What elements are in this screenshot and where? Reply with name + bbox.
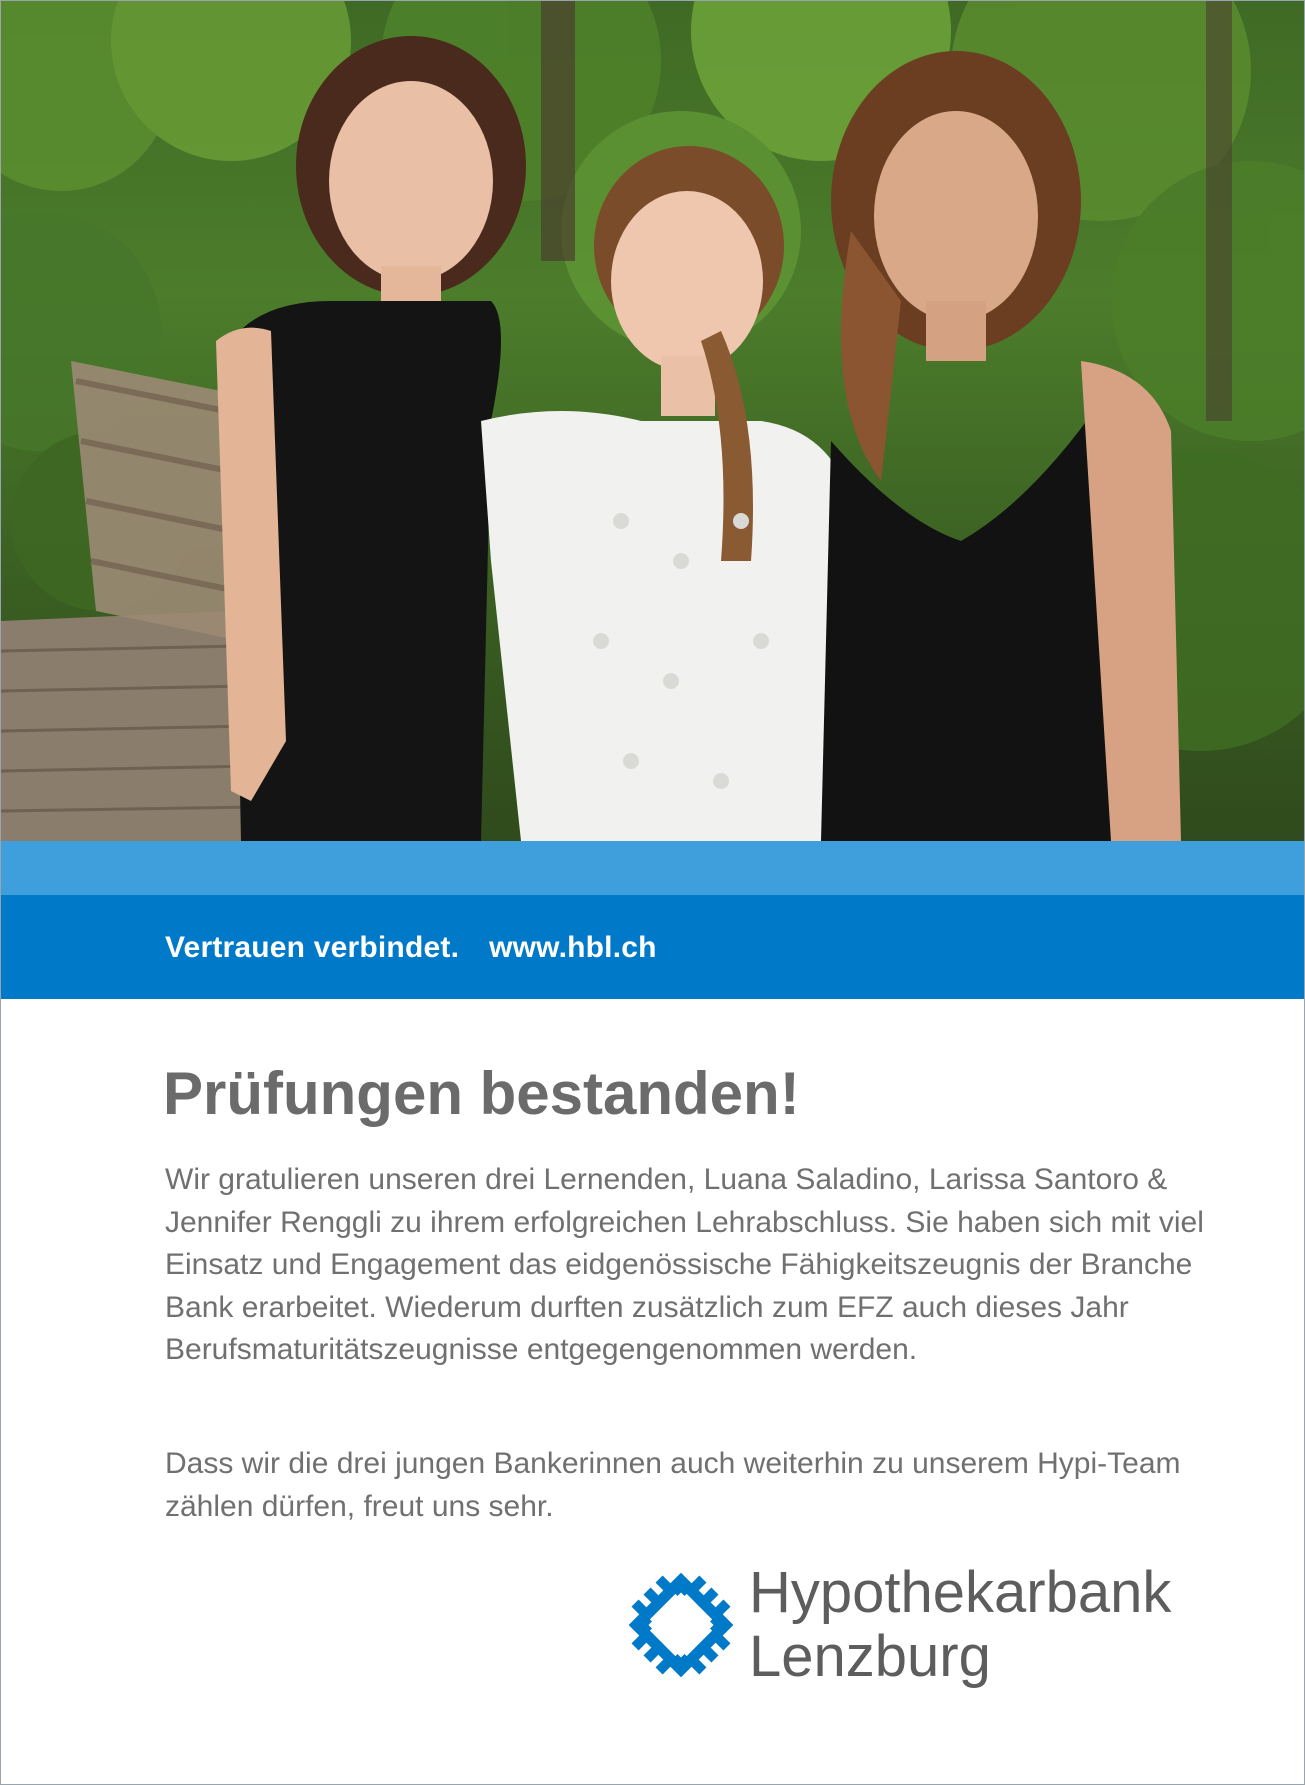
website-link[interactable]: www.hbl.ch bbox=[489, 931, 657, 964]
photo-illustration bbox=[1, 1, 1304, 841]
paragraph-team: Dass wir die drei jungen Bankerinnen auch weiterhin zu unserem Hypi-Team zählen dürfen, freut uns sehr. bbox=[165, 1447, 1181, 1523]
hbl-cross-logo-icon bbox=[629, 1573, 733, 1682]
bank-name-line-2: Lenzburg bbox=[749, 1624, 991, 1689]
bank-name-line-1: Hypothekarbank bbox=[749, 1560, 1172, 1625]
bank-name bbox=[749, 1561, 1171, 1689]
photo-three-graduates bbox=[1, 1, 1304, 841]
slogan-text: Vertrauen verbindet. bbox=[165, 931, 460, 964]
logo-mark-svg bbox=[629, 1573, 733, 1677]
headline: Prüfungen bestanden! bbox=[163, 1060, 800, 1127]
paragraph-congratulations: Wir gratulieren unseren drei Lernenden, Luana Saladino, Larissa Santoro & Jennifer Renggli zu ihrem erfolgreichen Lehrabschluss. Sie haben sich mit viel Einsatz und Engagement das eidgenössische Fähigkeitszeugnis der Branche Bank erarbeitet. Wiederum durften zusätzlich zum EFZ auch dieses Jahr Berufsmaturitätszeugnisse entgegengenommen werden. bbox=[165, 1163, 1204, 1366]
banner-top-strip bbox=[1, 841, 1304, 895]
banner-slogan bbox=[165, 931, 657, 965]
